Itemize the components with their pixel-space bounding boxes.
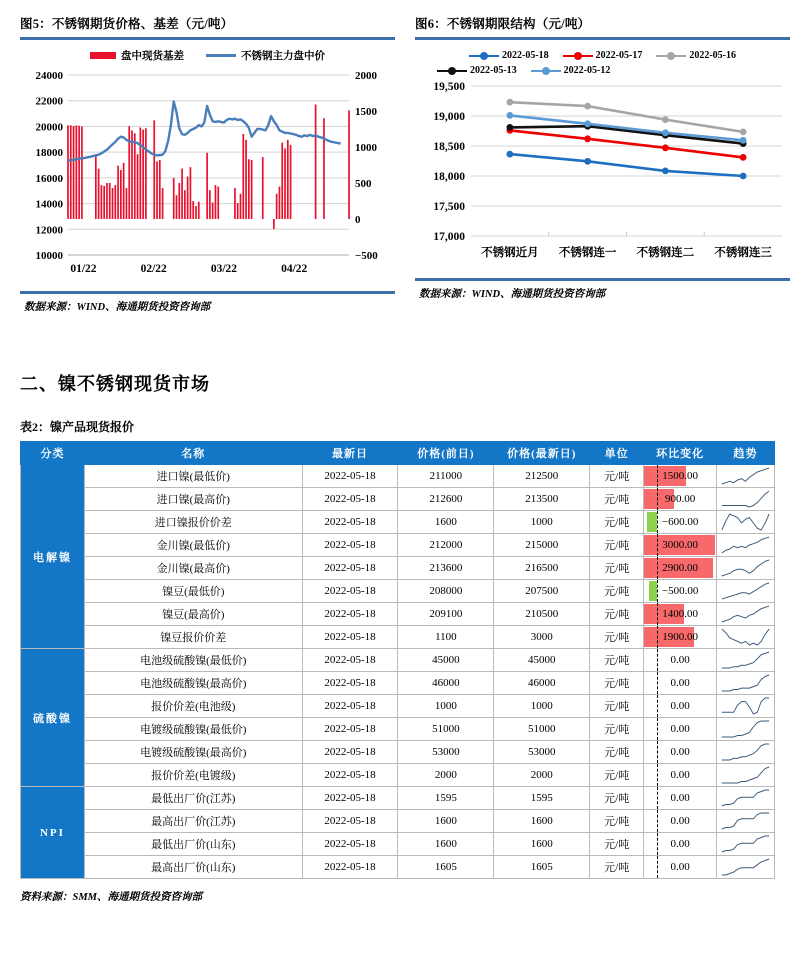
th-trend[interactable]: 趋势	[717, 442, 775, 465]
trend-sparkline-cell	[717, 488, 775, 511]
latest-date-cell: 2022-05-18	[302, 695, 398, 718]
price-latest-cell: 1000	[494, 511, 590, 534]
change-cell	[644, 626, 717, 649]
table-row	[21, 557, 775, 580]
price-latest-cell: 207500	[494, 580, 590, 603]
change-cell	[644, 672, 717, 695]
unit-cell: 元/吨	[590, 603, 644, 626]
bar-swatch-icon	[90, 52, 116, 59]
svg-text:1000: 1000	[355, 142, 377, 154]
trend-sparkline-cell	[717, 810, 775, 833]
figure-5-svg	[20, 67, 395, 289]
change-value: 3000.00	[662, 539, 698, 551]
latest-date-cell: 2022-05-18	[302, 787, 398, 810]
product-name-cell: 镍豆(最高价)	[84, 603, 302, 626]
line-marker-icon	[469, 51, 499, 61]
price-latest-cell: 216500	[494, 557, 590, 580]
price-latest-cell: 2000	[494, 764, 590, 787]
table-row	[21, 856, 775, 879]
svg-text:17,500: 17,500	[433, 201, 465, 213]
legend-label-0516: 2022-05-16	[689, 50, 736, 61]
figure-6-title: 图6：不锈钢期限结构（元/吨）	[415, 17, 591, 31]
change-cell	[644, 488, 717, 511]
change-cell	[644, 649, 717, 672]
zero-axis-icon	[657, 488, 658, 510]
change-value: 0.00	[670, 654, 690, 666]
unit-cell: 元/吨	[590, 580, 644, 603]
product-name-cell: 电镀级硫酸镍(最低价)	[84, 718, 302, 741]
change-value: 0.00	[670, 838, 690, 850]
trend-sparkline-cell	[717, 764, 775, 787]
table-row	[21, 488, 775, 511]
price-latest-cell: 1000	[494, 695, 590, 718]
svg-text:不锈钢连三: 不锈钢连三	[714, 247, 772, 259]
latest-date-cell: 2022-05-18	[302, 833, 398, 856]
unit-cell: 元/吨	[590, 465, 644, 488]
price-prev-cell: 1000	[398, 695, 494, 718]
zero-axis-icon	[657, 787, 658, 809]
svg-text:不锈钢近月: 不锈钢近月	[481, 247, 539, 259]
zero-axis-icon	[657, 741, 658, 763]
product-name-cell: 电池级硫酸镍(最低价)	[84, 649, 302, 672]
change-bar	[649, 581, 657, 601]
figure-6-plot	[415, 80, 790, 276]
change-cell	[644, 695, 717, 718]
change-value: 1500.00	[662, 470, 698, 482]
svg-text:18000: 18000	[35, 147, 63, 160]
figure-6-panel	[415, 14, 790, 318]
price-latest-cell: 1595	[494, 787, 590, 810]
trend-sparkline-cell	[717, 557, 775, 580]
table-row	[21, 626, 775, 649]
product-name-cell: 进口镍报价价差	[84, 511, 302, 534]
unit-cell: 元/吨	[590, 557, 644, 580]
figure-6-legend-row-2	[415, 63, 790, 78]
change-value: 900.00	[664, 493, 696, 505]
price-prev-cell: 45000	[398, 649, 494, 672]
price-latest-cell: 1600	[494, 833, 590, 856]
change-value: 2900.00	[662, 562, 698, 574]
legend-label-price: 不锈钢主力盘中价	[241, 51, 325, 62]
product-name-cell: 最高出厂价(山东)	[84, 856, 302, 879]
price-latest-cell: 3000	[494, 626, 590, 649]
unit-cell: 元/吨	[590, 649, 644, 672]
zero-axis-icon	[657, 534, 658, 556]
latest-date-cell: 2022-05-18	[302, 741, 398, 764]
legend-label-basis: 盘中现货基差	[121, 51, 184, 62]
price-latest-cell: 45000	[494, 649, 590, 672]
change-cell	[644, 534, 717, 557]
product-name-cell: 金川镍(最低价)	[84, 534, 302, 557]
change-cell	[644, 511, 717, 534]
price-prev-cell: 209100	[398, 603, 494, 626]
price-latest-cell: 53000	[494, 741, 590, 764]
svg-text:1500: 1500	[355, 106, 377, 118]
latest-date-cell: 2022-05-18	[302, 649, 398, 672]
change-value: 1900.00	[662, 631, 698, 643]
product-name-cell: 报价价差(电池级)	[84, 695, 302, 718]
price-latest-cell: 212500	[494, 465, 590, 488]
table-source: 资料来源：SMM、海通期货投资咨询部	[20, 892, 203, 903]
change-cell	[644, 764, 717, 787]
figure-6-source: 数据来源：WIND、海通期货投资咨询部	[419, 289, 606, 300]
zero-axis-icon	[657, 511, 658, 533]
line-marker-icon	[437, 66, 467, 76]
zero-axis-icon	[657, 603, 658, 625]
price-prev-cell: 212000	[398, 534, 494, 557]
svg-text:01/22: 01/22	[70, 263, 97, 275]
price-prev-cell: 1600	[398, 833, 494, 856]
trend-sparkline-cell	[717, 534, 775, 557]
legend-label-0518: 2022-05-18	[501, 50, 549, 61]
th-category[interactable]: 分类	[21, 442, 85, 465]
figure-6-legend-row-1	[415, 48, 790, 63]
figure-5-title: 图5：不锈钢期货价格、基差（元/吨）	[20, 17, 234, 31]
trend-sparkline-cell	[717, 856, 775, 879]
latest-date-cell: 2022-05-18	[302, 465, 398, 488]
product-name-cell: 最低出厂价(江苏)	[84, 787, 302, 810]
zero-axis-icon	[657, 580, 658, 602]
zero-axis-icon	[657, 626, 658, 648]
line-swatch-icon	[206, 54, 236, 57]
th-change[interactable]: 环比变化	[644, 442, 717, 465]
price-prev-cell: 1600	[398, 810, 494, 833]
trend-sparkline-cell	[717, 672, 775, 695]
legend-item-0518	[469, 48, 549, 63]
table-row	[21, 718, 775, 741]
figure-5-source: 数据来源：WIND、海通期货投资咨询部	[24, 302, 211, 313]
nickel-table-wrap	[0, 441, 795, 879]
svg-text:03/22: 03/22	[210, 263, 238, 275]
unit-cell: 元/吨	[590, 833, 644, 856]
unit-cell: 元/吨	[590, 718, 644, 741]
unit-cell: 元/吨	[590, 511, 644, 534]
change-value: 0.00	[670, 746, 690, 758]
price-latest-cell: 1600	[494, 810, 590, 833]
latest-date-cell: 2022-05-18	[302, 603, 398, 626]
figure-5-plot	[20, 67, 395, 289]
svg-text:04/22: 04/22	[281, 263, 308, 275]
change-cell	[644, 833, 717, 856]
zero-axis-icon	[657, 810, 658, 832]
latest-date-cell: 2022-05-18	[302, 718, 398, 741]
svg-text:500: 500	[355, 178, 372, 190]
section-heading: 二、镍不锈钢现货市场	[20, 374, 210, 394]
trend-sparkline-cell	[717, 718, 775, 741]
legend-item-0513	[437, 63, 517, 78]
unit-cell: 元/吨	[590, 787, 644, 810]
table-row	[21, 534, 775, 557]
latest-date-cell: 2022-05-18	[302, 626, 398, 649]
trend-sparkline-cell	[717, 833, 775, 856]
product-name-cell: 最低出厂价(山东)	[84, 833, 302, 856]
figure-6-top-rule	[415, 37, 790, 40]
unit-cell: 元/吨	[590, 695, 644, 718]
change-value: 0.00	[670, 792, 690, 804]
change-value: −500.00	[661, 585, 699, 597]
product-name-cell: 报价价差(电镀级)	[84, 764, 302, 787]
latest-date-cell: 2022-05-18	[302, 580, 398, 603]
table-row	[21, 741, 775, 764]
trend-sparkline-cell	[717, 603, 775, 626]
trend-sparkline-cell	[717, 626, 775, 649]
table-row	[21, 810, 775, 833]
th-price-latest[interactable]: 价格(最新日)	[494, 442, 590, 465]
svg-text:17,000: 17,000	[433, 231, 465, 243]
svg-text:2000: 2000	[355, 70, 377, 82]
price-prev-cell: 53000	[398, 741, 494, 764]
svg-text:18,500: 18,500	[433, 141, 465, 153]
table-row	[21, 833, 775, 856]
change-cell	[644, 557, 717, 580]
product-name-cell: 进口镍(最高价)	[84, 488, 302, 511]
unit-cell: 元/吨	[590, 764, 644, 787]
price-prev-cell: 208000	[398, 580, 494, 603]
price-latest-cell: 210500	[494, 603, 590, 626]
product-name-cell: 进口镍(最低价)	[84, 465, 302, 488]
price-latest-cell: 213500	[494, 488, 590, 511]
latest-date-cell: 2022-05-18	[302, 534, 398, 557]
price-prev-cell: 51000	[398, 718, 494, 741]
zero-axis-icon	[657, 833, 658, 855]
change-value: −600.00	[661, 516, 699, 528]
th-latest-date[interactable]: 最新日	[302, 442, 398, 465]
change-cell	[644, 741, 717, 764]
unit-cell: 元/吨	[590, 626, 644, 649]
svg-text:19,500: 19,500	[433, 81, 465, 93]
figure-5-legend	[20, 42, 395, 67]
zero-axis-icon	[657, 557, 658, 579]
price-latest-cell: 215000	[494, 534, 590, 557]
table-row	[21, 672, 775, 695]
change-cell	[644, 580, 717, 603]
legend-item-0517	[563, 48, 643, 63]
change-value: 0.00	[670, 723, 690, 735]
table-row	[21, 649, 775, 672]
figure-6-svg	[415, 80, 790, 276]
zero-axis-icon	[657, 649, 658, 671]
change-value: 0.00	[670, 677, 690, 689]
th-price-prev[interactable]: 价格(前日)	[398, 442, 494, 465]
table-header-row	[21, 442, 775, 465]
nickel-price-table	[20, 441, 775, 879]
svg-text:19,000: 19,000	[433, 111, 465, 123]
svg-text:不锈钢连二: 不锈钢连二	[636, 247, 695, 259]
product-name-cell: 金川镍(最高价)	[84, 557, 302, 580]
product-name-cell: 电池级硫酸镍(最高价)	[84, 672, 302, 695]
svg-text:02/22: 02/22	[140, 263, 167, 275]
trend-sparkline-cell	[717, 511, 775, 534]
price-prev-cell: 1600	[398, 511, 494, 534]
change-value: 0.00	[670, 769, 690, 781]
unit-cell: 元/吨	[590, 672, 644, 695]
table-row	[21, 764, 775, 787]
zero-axis-icon	[657, 695, 658, 717]
table-body	[21, 465, 775, 879]
change-cell	[644, 787, 717, 810]
svg-text:10000: 10000	[35, 250, 63, 262]
change-value: 0.00	[670, 861, 690, 873]
svg-text:0: 0	[355, 214, 361, 226]
product-name-cell: 镍豆报价价差	[84, 626, 302, 649]
category-cell: 电解镍	[21, 465, 85, 649]
unit-cell: 元/吨	[590, 534, 644, 557]
trend-sparkline-cell	[717, 787, 775, 810]
svg-text:22000: 22000	[35, 95, 63, 108]
zero-axis-icon	[657, 465, 658, 487]
price-prev-cell: 212600	[398, 488, 494, 511]
product-name-cell: 最高出厂价(江苏)	[84, 810, 302, 833]
legend-label-0512: 2022-05-12	[563, 65, 611, 76]
table-row	[21, 695, 775, 718]
table-row	[21, 580, 775, 603]
figure-6-legend	[415, 42, 790, 80]
svg-text:14000: 14000	[35, 198, 63, 211]
price-prev-cell: 2000	[398, 764, 494, 787]
trend-sparkline-cell	[717, 649, 775, 672]
price-latest-cell: 51000	[494, 718, 590, 741]
latest-date-cell: 2022-05-18	[302, 856, 398, 879]
line-marker-icon	[563, 51, 593, 61]
line-marker-icon	[656, 51, 686, 61]
table-row	[21, 511, 775, 534]
product-name-cell: 电镀级硫酸镍(最高价)	[84, 741, 302, 764]
latest-date-cell: 2022-05-18	[302, 810, 398, 833]
change-cell	[644, 603, 717, 626]
th-name[interactable]: 名称	[84, 442, 302, 465]
price-prev-cell: 1605	[398, 856, 494, 879]
unit-cell: 元/吨	[590, 856, 644, 879]
legend-item-0516	[656, 48, 736, 63]
change-cell	[644, 718, 717, 741]
change-cell	[644, 465, 717, 488]
latest-date-cell: 2022-05-18	[302, 764, 398, 787]
trend-sparkline-cell	[717, 695, 775, 718]
latest-date-cell: 2022-05-18	[302, 557, 398, 580]
table-row	[21, 603, 775, 626]
change-bar	[647, 512, 657, 532]
svg-text:24000: 24000	[35, 70, 63, 82]
unit-cell: 元/吨	[590, 741, 644, 764]
table-row	[21, 465, 775, 488]
legend-item-price	[206, 48, 325, 63]
change-cell	[644, 856, 717, 879]
svg-text:不锈钢连一: 不锈钢连一	[558, 247, 617, 259]
figure-5-panel	[20, 14, 395, 318]
price-prev-cell: 1100	[398, 626, 494, 649]
legend-label-0517: 2022-05-17	[595, 50, 643, 61]
charts-row	[0, 14, 795, 318]
line-marker-icon	[531, 66, 561, 76]
latest-date-cell: 2022-05-18	[302, 511, 398, 534]
change-value: 1400.00	[662, 608, 698, 620]
latest-date-cell: 2022-05-18	[302, 488, 398, 511]
svg-text:16000: 16000	[35, 172, 63, 185]
price-latest-cell: 46000	[494, 672, 590, 695]
category-cell: 硫酸镍	[21, 649, 85, 787]
price-latest-cell: 1605	[494, 856, 590, 879]
unit-cell: 元/吨	[590, 488, 644, 511]
category-cell: NPI	[21, 787, 85, 879]
unit-cell: 元/吨	[590, 810, 644, 833]
change-value: 0.00	[670, 700, 690, 712]
table-caption: 表2：镍产品现货报价	[20, 420, 135, 434]
price-prev-cell: 46000	[398, 672, 494, 695]
table-row	[21, 787, 775, 810]
product-name-cell: 镍豆(最低价)	[84, 580, 302, 603]
price-prev-cell: 213600	[398, 557, 494, 580]
svg-text:12000: 12000	[35, 224, 63, 237]
trend-sparkline-cell	[717, 465, 775, 488]
change-cell	[644, 810, 717, 833]
svg-text:20000: 20000	[35, 121, 63, 134]
legend-item-basis	[90, 48, 184, 63]
legend-item-0512	[531, 63, 611, 78]
zero-axis-icon	[657, 672, 658, 694]
trend-sparkline-cell	[717, 741, 775, 764]
latest-date-cell: 2022-05-18	[302, 672, 398, 695]
trend-sparkline-cell	[717, 580, 775, 603]
change-value: 0.00	[670, 815, 690, 827]
zero-axis-icon	[657, 764, 658, 786]
svg-text:−500: −500	[355, 250, 378, 262]
th-unit[interactable]: 单位	[590, 442, 644, 465]
zero-axis-icon	[657, 718, 658, 740]
price-prev-cell: 1595	[398, 787, 494, 810]
price-prev-cell: 211000	[398, 465, 494, 488]
figure-5-top-rule	[20, 37, 395, 40]
svg-text:18,000: 18,000	[433, 171, 465, 183]
legend-label-0513: 2022-05-13	[470, 65, 517, 76]
zero-axis-icon	[657, 856, 658, 878]
table-head	[21, 442, 775, 465]
